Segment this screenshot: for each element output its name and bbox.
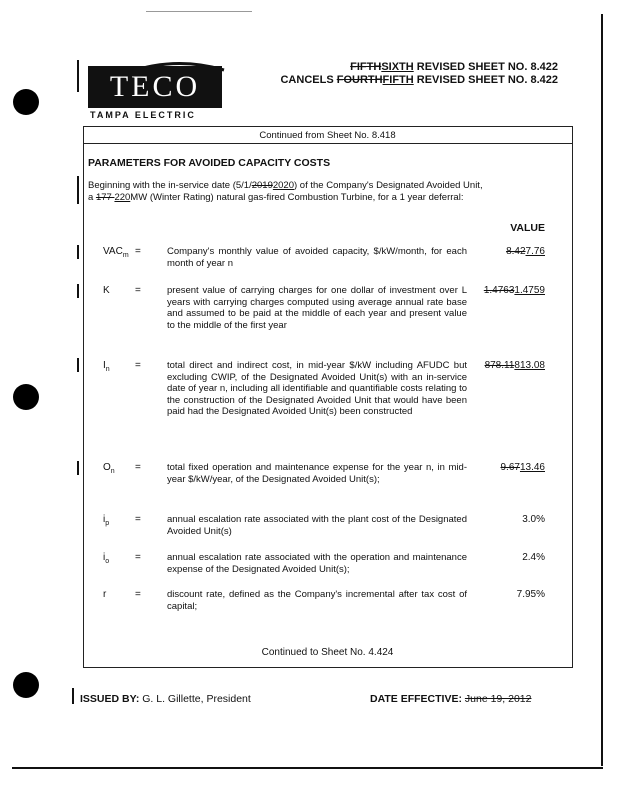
param-value: 3.0% bbox=[522, 514, 545, 525]
param-description: present value of carrying charges for one dollar of investment over L years with carrying charges computed using average annual rate base and assumed to be paid at the middle of each year and present value to the middle of the first year bbox=[167, 285, 467, 331]
param-value: 2.4% bbox=[522, 552, 545, 563]
param-equals: = bbox=[135, 360, 141, 371]
issued-by-value: G. L. Gillette, President bbox=[142, 693, 251, 705]
intro-struck-year: 2019 bbox=[251, 180, 273, 191]
intro-new-mw: 220 bbox=[114, 192, 131, 203]
box-header-divider bbox=[83, 143, 572, 144]
param-symbol: r bbox=[103, 589, 107, 600]
param-value: 9.6713.46 bbox=[500, 462, 545, 473]
date-effective-label: DATE EFFECTIVE: bbox=[370, 693, 462, 705]
param-symbol: $VAC_m$ bbox=[103, 246, 129, 259]
page-right-edge bbox=[601, 14, 603, 766]
param-description: annual escalation rate associated with the operation and maintenance expense of the Designated Avoided Unit(s); bbox=[167, 552, 467, 575]
continued-to: Continued to Sheet No. 4.424 bbox=[261, 647, 394, 658]
change-bar-intro bbox=[77, 176, 79, 204]
param-equals: = bbox=[135, 552, 141, 563]
issued-by bbox=[80, 693, 251, 705]
param-description: Company's monthly value of avoided capacity, $/kW/month, for each month of year n bbox=[167, 246, 467, 269]
param-symbol: $i_o$ bbox=[103, 552, 110, 565]
date-effective-struck: June 19, 2012 bbox=[464, 693, 532, 705]
sheet-struck-text: FIFTH bbox=[350, 61, 382, 73]
param-equals: = bbox=[135, 589, 141, 600]
param-description: total direct and indirect cost, in mid-year $/kW including AFUDC but excluding CWIP, of the Designated Avoided Unit(s) with an in-service date of year n, including all identifiable and quantifiable costs relating to the construction of the Designated Avoided Unit that would have been paid had the Designated Avoided Unit(s) been constructed bbox=[167, 360, 467, 417]
sheet-inserted-text: SIXTH bbox=[381, 61, 414, 73]
sheet-rest-text: REVISED SHEET NO. 8.422 bbox=[413, 61, 558, 73]
intro-text-a: Beginning with the in-service date (5/1/ bbox=[88, 180, 252, 191]
change-bar-vac bbox=[77, 245, 79, 259]
intro-text-d: MW (Winter Rating) natural gas-fired Combustion Turbine, for a 1 year deferral: bbox=[130, 192, 464, 203]
param-value: 7.95% bbox=[516, 589, 545, 600]
scan-top-line bbox=[146, 11, 252, 12]
param-value: 8.427.76 bbox=[506, 246, 545, 257]
param-value: 1.47631.4759 bbox=[483, 285, 545, 296]
issued-by-label: ISSUED BY: bbox=[80, 693, 140, 705]
param-equals: = bbox=[135, 514, 141, 525]
punch-hole-middle bbox=[13, 384, 39, 410]
value-header: VALUE bbox=[510, 222, 545, 234]
intro-text-b: ) of the Company's Designated Avoided Unit, bbox=[294, 180, 483, 191]
section-title: PARAMETERS FOR AVOIDED CAPACITY COSTS bbox=[88, 157, 331, 169]
sheet-number bbox=[350, 61, 558, 73]
cancels-line bbox=[280, 74, 558, 86]
intro-new-year: 2020 bbox=[272, 180, 294, 191]
param-symbol: $I_n$ bbox=[103, 360, 110, 373]
change-bar-k bbox=[77, 284, 79, 298]
param-description: discount rate, defined as the Company's incremental after tax cost of capital; bbox=[167, 589, 467, 612]
param-value: 878.11813.08 bbox=[484, 360, 545, 371]
cancels-rest-text: REVISED SHEET NO. 8.422 bbox=[413, 74, 558, 86]
param-equals: = bbox=[135, 462, 141, 473]
param-symbol: K bbox=[103, 285, 110, 296]
param-symbol: $O_n$ bbox=[103, 462, 115, 475]
cancels-inserted-text: FIFTH bbox=[382, 74, 414, 86]
param-symbol: $i_p$ bbox=[103, 514, 110, 527]
punch-hole-top bbox=[13, 89, 39, 115]
param-equals: = bbox=[135, 246, 141, 257]
logo-text: TECO bbox=[109, 70, 201, 103]
cancels-struck-text: FOURTH bbox=[336, 74, 383, 86]
company-logo bbox=[88, 66, 222, 108]
intro-struck-mw: 177 bbox=[95, 192, 115, 203]
continued-from: Continued from Sheet No. 8.418 bbox=[259, 130, 396, 141]
company-name: TAMPA ELECTRIC bbox=[90, 110, 196, 120]
page-bottom-edge bbox=[12, 767, 603, 769]
change-bar-in bbox=[77, 358, 79, 372]
param-equals: = bbox=[135, 285, 141, 296]
change-bar-header bbox=[77, 60, 79, 92]
cancels-label: CANCELS bbox=[280, 74, 337, 86]
change-bar-on bbox=[77, 461, 79, 475]
intro-text-c: a bbox=[88, 192, 96, 203]
change-bar-footer bbox=[72, 688, 74, 704]
param-description: annual escalation rate associated with the plant cost of the Designated Avoided Unit(s) bbox=[167, 514, 467, 537]
punch-hole-bottom bbox=[13, 672, 39, 698]
param-description: total fixed operation and maintenance expense for the year n, in mid-year $/kW/year, of the Designated Avoided Unit(s); bbox=[167, 462, 467, 485]
intro-paragraph bbox=[88, 180, 564, 204]
date-effective bbox=[370, 693, 531, 705]
